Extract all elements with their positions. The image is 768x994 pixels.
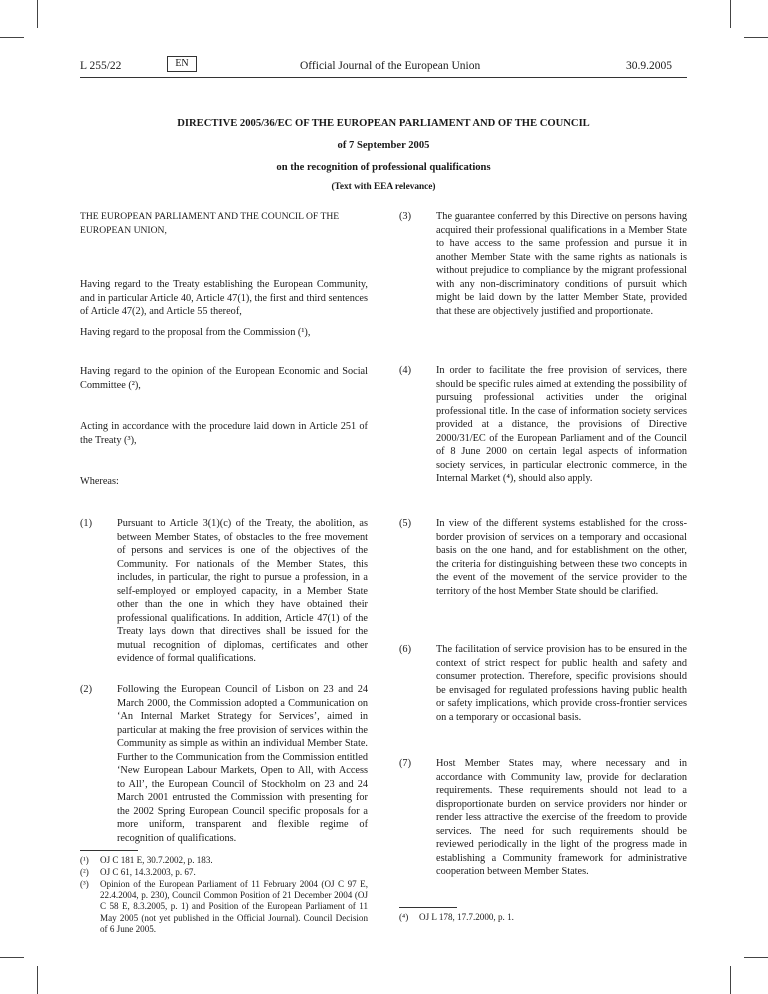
recital-number: (5) bbox=[399, 518, 412, 529]
recital-6: The facilitation of service provision has to be ensured in the context of strict respect for public health and safety and consumer protection. Therefore, specific provisions should be envisaged for regulated professions having public health or safety implications, which provide cross-frontier services on a temporary or occasional basis. bbox=[436, 644, 687, 723]
publication-date: 30.9.2005 bbox=[626, 60, 672, 72]
footnote-1 bbox=[80, 855, 368, 866]
journal-title: Official Journal of the European Union bbox=[300, 60, 481, 72]
footnote-text: OJ C 181 E, 30.7.2002, p. 183. bbox=[100, 855, 213, 865]
footnote-4 bbox=[399, 912, 687, 923]
recital-1: Pursuant to Article 3(1)(c) of the Treaty, the abolition, as between Member States, of obstacles to the free movement of persons and services is one of the objectives of the Community. For nationals of the Member States, this includes, in particular, the right to pursue a profession, in a self-employed or employed capacity, in a Member State other than the one in which they have obtained their professional qualifications. In addition, Article 47(1) of the Treaty lays down that directives shall be issued for the mutual recognition of diplomas, certificates and other evidence of formal qualifications. bbox=[117, 518, 368, 664]
recital-number: (1) bbox=[80, 518, 93, 529]
recital-number: (4) bbox=[399, 365, 412, 376]
directive-date: of 7 September 2005 bbox=[337, 140, 430, 151]
recital-3: The guarantee conferred by this Directive on persons having acquired their professional qualifications in a Member State to have access to the same profession and pursue it in another Member State with the same rights as nationals is without prejudice to compliance by the migrant professional with any non-discriminatory conditions of pursuit which might be laid down by the latter Member State, provided that these are objectively justified and proportionate. bbox=[436, 211, 687, 317]
having-regard-proposal: Having regard to the proposal from the Commission (¹), bbox=[80, 327, 311, 338]
footnote-2 bbox=[80, 867, 368, 878]
recital-5: In view of the different systems established for the cross-border provision of services on a temporary and occasional basis on the one hand, and for establishment on the other, the criteria for distinguishing between these two concepts in the event of the movement of the service provider to the territory of the host Member State should be clarified. bbox=[436, 518, 687, 597]
crop-mark bbox=[37, 0, 38, 28]
crop-mark bbox=[0, 37, 24, 38]
crop-mark bbox=[744, 957, 768, 958]
footnote-text: OJ C 61, 14.3.2003, p. 67. bbox=[100, 867, 196, 877]
acting-procedure: Acting in accordance with the procedure laid down in Article 251 of the Treaty (³), bbox=[80, 421, 368, 446]
footnote-rule bbox=[80, 850, 138, 851]
having-regard-opinion: Having regard to the opinion of the European Economic and Social Committee (²), bbox=[80, 366, 368, 391]
recital-number: (6) bbox=[399, 644, 412, 655]
recital-4: In order to facilitate the free provision of services, there should be specific rules aimed at extending the possibility of pursuing professional activities under the original professional title. In the case of information society services provided at a distance, the provisions of Directive 2000/31/EC of the European Parliament and of the Council of 8 June 2000 on certain legal aspects of information society services, in particular electronic commerce, in the Internal Market (⁴), should also apply. bbox=[436, 365, 687, 484]
footnote-3 bbox=[80, 879, 368, 935]
eea-relevance: (Text with EEA relevance) bbox=[331, 182, 436, 192]
recital-number: (3) bbox=[399, 211, 412, 222]
header-rule bbox=[80, 77, 687, 78]
crop-mark bbox=[744, 37, 768, 38]
footnote-marker: (³) bbox=[80, 879, 89, 889]
footnote-rule bbox=[399, 907, 457, 908]
recital-number: (2) bbox=[80, 684, 93, 695]
crop-mark bbox=[37, 966, 38, 994]
directive-subject: on the recognition of professional qualifications bbox=[276, 162, 491, 173]
directive-title: DIRECTIVE 2005/36/EC OF THE EUROPEAN PARLIAMENT AND OF THE COUNCIL bbox=[177, 118, 590, 129]
recital-number: (7) bbox=[399, 758, 412, 769]
crop-mark bbox=[730, 966, 731, 994]
footnote-marker: (⁴) bbox=[399, 912, 409, 922]
recital-7: Host Member States may, where necessary and in accordance with Community law, provide for declaration requirements. These requirements should not lead to a disproportionate burden on service providers nor hinder or render less attractive the exercise of the freedom to provide services. The need for such requirements should be reviewed periodically in the light of the progress made in establishing a Community framework for administrative cooperation between Member States. bbox=[436, 758, 687, 877]
footnote-text: OJ L 178, 17.7.2000, p. 1. bbox=[419, 912, 514, 922]
footnote-marker: (¹) bbox=[80, 855, 89, 865]
footnote-marker: (²) bbox=[80, 867, 89, 877]
whereas-label: Whereas: bbox=[80, 476, 119, 487]
page-reference: L 255/22 bbox=[80, 60, 122, 72]
language-badge: EN bbox=[167, 56, 197, 72]
crop-mark bbox=[730, 0, 731, 28]
crop-mark bbox=[0, 957, 24, 958]
footnote-text: Opinion of the European Parliament of 11 February 2004 (OJ C 97 E, 22.4.2004, p. 230), Council Common Position of 21 December 2004 (OJ C 58 E, 8.3.2005, p. 1) and Position of the European Parliament of 11 May 2005 (not yet published in the Official Journal). Council Decision of 6 June 2005. bbox=[100, 879, 368, 934]
recital-2: Following the European Council of Lisbon on 23 and 24 March 2000, the Commission adopted a Communication on ‘An Internal Market Strategy for Services’, aimed in particular at making the free provision of services within the Community as simple as within an individual Member State. Further to the Communication from the Commission entitled ‘New European Labour Markets, Open to All, with Access to All’, the European Council of Stockholm on 23 and 24 March 2001 entrusted the Commission with presenting for the 2002 Spring European Council specific proposals for a more uniform, transparent and flexible regime of recognition of qualifications. bbox=[117, 684, 368, 844]
preamble-intro: THE EUROPEAN PARLIAMENT AND THE COUNCIL OF THE EUROPEAN UNION, bbox=[80, 211, 340, 236]
having-regard-treaty: Having regard to the Treaty establishing the European Community, and in particular Article 40, Article 47(1), the first and third sentences of Article 47(2), and Article 55 thereof, bbox=[80, 279, 368, 317]
